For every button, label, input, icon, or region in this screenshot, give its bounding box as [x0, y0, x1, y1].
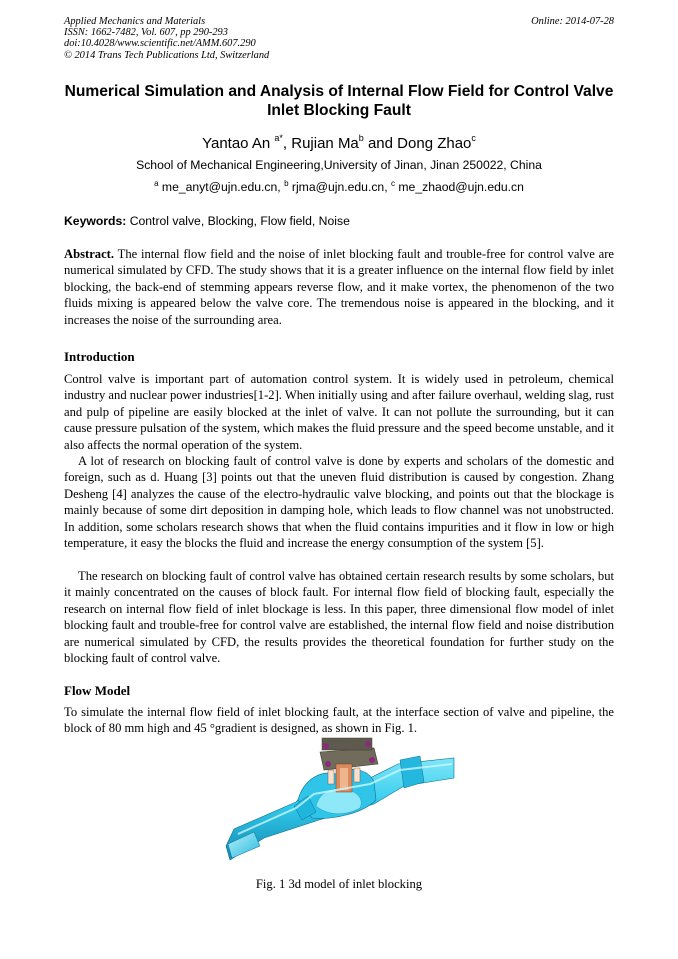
paper-title: Numerical Simulation and Analysis of Internal Flow Field for Control Valve Inlet Blocking Fault [64, 83, 614, 119]
valve-plug-inner [340, 768, 348, 790]
flow-model-paragraph: To simulate the internal flow field of inlet blocking fault, at the interface section of valve and pipeline, the block of 80 mm high and 45 °gradient is designed, as shown in Fig. 1. [64, 705, 614, 736]
email-link[interactable]: me_zhaod@ujn.edu.cn [395, 180, 524, 194]
keywords-label: Keywords: [64, 214, 127, 228]
journal-header [64, 16, 269, 61]
doi-line: doi:10.4028/www.scientific.net/AMM.607.290 [64, 38, 256, 50]
author-separator: , [282, 135, 292, 152]
seat-ring [328, 770, 334, 784]
issn-line: ISSN: 1662-7482, Vol. 607, pp 290-293 [64, 27, 228, 39]
abstract-label: Abstract. [64, 247, 115, 261]
email-sup: b [284, 179, 289, 188]
keywords-text: Control valve, Blocking, Flow field, Noise [126, 214, 350, 228]
journal-name: Applied Mechanics and Materials [64, 16, 206, 27]
author-sup: b [358, 133, 364, 143]
email-sup: c [391, 179, 395, 188]
outlet-flange [400, 756, 424, 788]
author-name: Yantao An [202, 135, 271, 152]
keywords [64, 214, 350, 228]
bolt [325, 761, 331, 767]
bolt [323, 743, 329, 749]
abstract-text: The internal flow field and the noise of inlet blocking fault and trouble-free for control valve are numerical simulated by CFD. The study shows that it is a greater influence on the internal flow field by inlet blocking, the back-end of stemming appears reverse flow, and it make vortex, the phenomenon of the two fluids mixing is appeared below the valve core. The tremendous noise is appeared in the blocking, and it increases the noise of the surrounding area. [64, 247, 614, 327]
email-sup: a [154, 179, 159, 188]
seat-ring [354, 768, 360, 782]
figure-caption: Fig. 1 3d model of inlet blocking [255, 877, 423, 891]
affiliation: School of Mechanical Engineering,University of Jinan, Jinan 250022, China [136, 158, 542, 172]
abstract [64, 246, 614, 328]
bolt [365, 741, 371, 747]
bolt [369, 757, 375, 763]
section-heading-flow-model: Flow Model [64, 683, 131, 698]
author-sup: a* [274, 133, 283, 143]
bonnet-top [322, 738, 372, 750]
section-heading-introduction: Introduction [64, 349, 135, 364]
valve-3d-model-figure [224, 734, 456, 874]
email-link[interactable]: me_anyt@ujn.edu.cn, [158, 180, 285, 194]
author-separator: and [363, 135, 398, 152]
copyright-line: © 2014 Trans Tech Publications Ltd, Switzerland [64, 49, 270, 61]
author-sup: c [471, 133, 476, 143]
author-name: Rujian Ma [291, 135, 359, 152]
author-name: Dong Zhao [397, 135, 472, 152]
intro-paragraph-3: The research on blocking fault of control valve has obtained certain research results by some scholars, but it mainly concentrated on the causes of block fault. For internal flow field of blocking fault, especially the research on internal flow field of inlet blockage is less. In this paper, three dimensional flow model of inlet blocking fault and trouble-free for control valve are established, the internal flow field and noise distribution are numerical simulated by CFD, the results provides the theoretical foundation for further study on the blocking fault of control valve. [64, 569, 614, 666]
intro-paragraph-1: Control valve is important part of automation control system. It is widely used in petroleum, chemical industry and nuclear power industries[1-2]. When initially using and after failure overhaul, welding slag, rust and pulp of pipeline are easily blocked at the inlet of valve. It can not pollute the surrounding, but it can cause pressure pulsation of the system, which makes the fluid pressure and the speed become unstable, and it also affects the normal operation of the system. [64, 372, 614, 452]
email-list [64, 179, 614, 194]
online-date: Online: 2014-07-28 [531, 16, 614, 27]
intro-paragraph-2: A lot of research on blocking fault of control valve is done by experts and scholars of the domestic and foreign, such as d. Huang [3] points out that the uneven fluid distribution is caused by congestion. Zhang Desheng [4] analyzes the cause of the electro-hydraulic valve blocking, and points out that the blockage is mainly because of some dirt deposition in damping hole, which leads to flow channel was not unobstructed. In addition, some scholars research shows that when the fluid contains impurities and it flow in low or high temperature, it easy the blocks the fluid and increase the energy consumption of the system [5]. [64, 454, 614, 551]
author-list [64, 133, 614, 152]
email-link[interactable]: rjma@ujn.edu.cn, [288, 180, 391, 194]
